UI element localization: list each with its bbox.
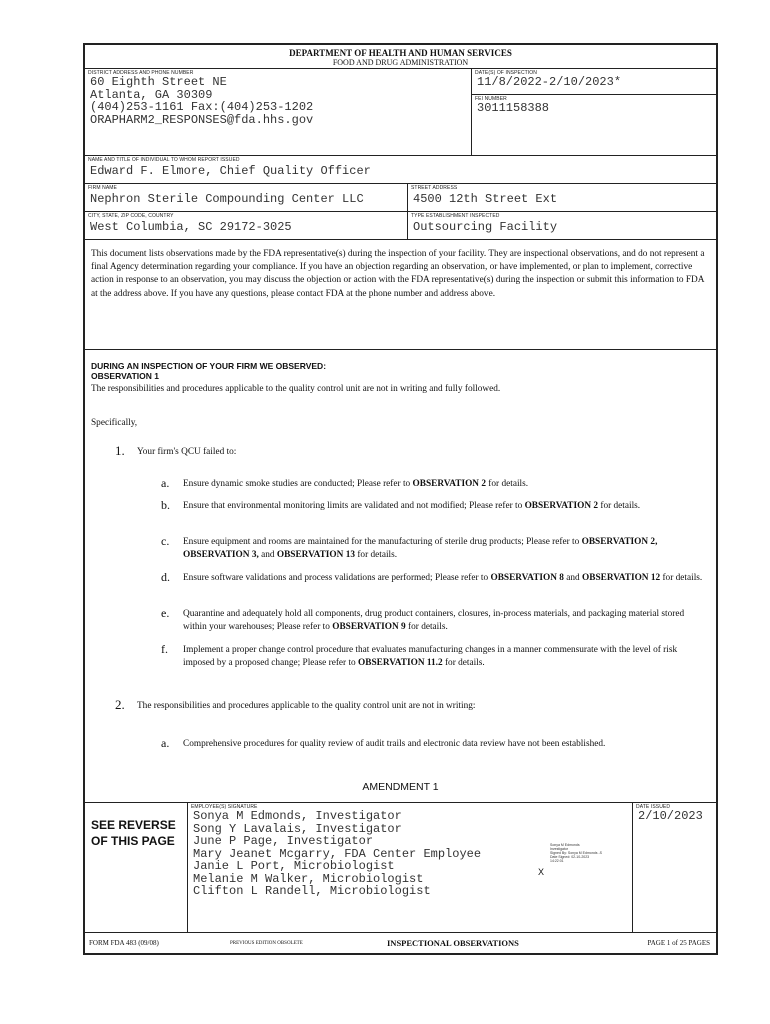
see-reverse-line-2: OF THIS PAGE xyxy=(91,834,175,848)
fda-483-form xyxy=(83,43,718,955)
date-issued-label: DATE ISSUED xyxy=(636,804,671,810)
district-row xyxy=(85,69,716,156)
amendment-label: AMENDMENT 1 xyxy=(362,781,439,793)
district-line-4: ORAPHARM2_RESPONSES@fda.hhs.gov xyxy=(90,112,314,127)
fei-value: 3011158388 xyxy=(477,101,550,115)
date-issued-cell xyxy=(633,803,716,933)
employee-4: Mary Jeanet Mcgarry, FDA Center Employee xyxy=(193,846,482,861)
sub-a-text: Ensure dynamic smoke studies are conducted; Please refer to OBSERVATION 2 for details. xyxy=(183,479,529,489)
form-header xyxy=(85,45,716,69)
firm-row xyxy=(85,184,716,212)
employee-2: Song Y Lavalais, Investigator xyxy=(193,821,402,836)
sub-b-letter: b. xyxy=(161,498,170,512)
department-title: DEPARTMENT OF HEALTH AND HUMAN SERVICES xyxy=(289,48,512,58)
electronic-signature-block: Sonya M Edmonds Investigator Signed By: Sonya M Edmonds -S Date Signed: 02-10-2023 14:22:01 xyxy=(550,843,602,863)
see-reverse-cell xyxy=(85,803,188,933)
sub-c-text: Ensure equipment and rooms are maintained for the manufacturing of sterile drug products; Please refer to OBSERVATION 2, OBSERVATION 3, and OBSERVATION 13 for details. xyxy=(183,537,658,560)
form-number: FORM FDA 483 (09/08) xyxy=(89,939,159,947)
date-issued-value: 2/10/2023 xyxy=(638,809,703,823)
observations-body xyxy=(85,350,716,802)
employee-3: June P Page, Investigator xyxy=(193,834,374,848)
district-label: DISTRICT ADDRESS AND PHONE NUMBER xyxy=(88,70,194,76)
form-footer xyxy=(85,932,716,953)
sub-c-letter: c. xyxy=(161,534,170,548)
observations-heading: DURING AN INSPECTION OF YOUR FIRM WE OBSERVED: xyxy=(91,361,327,371)
district-cell xyxy=(85,69,472,155)
dates-label: DATE(S) OF INSPECTION xyxy=(475,70,538,76)
city-row xyxy=(85,212,716,240)
signature-x-mark: X xyxy=(538,867,545,877)
agency-title: FOOD AND DRUG ADMINISTRATION xyxy=(332,58,469,67)
see-reverse-line-1: SEE REVERSE xyxy=(91,818,176,832)
notice-text: This document lists observations made by the FDA representative(s) during the inspection of your facility. They are inspectional observations, and do not represent a final Agency determination regarding your compliance. If you have an objection regarding an observation, or have implemented, or plan to implement, corrective action in response to an observation, you may discuss the objection or action with the FDA representative(s) during the inspection or submit this information to FDA at the address above. If you have any questions, please contact FDA at the phone number and address above. xyxy=(91,249,705,299)
sub-d-text: Ensure software validations and process validations are performed; Please refer to OBSERVATION 8 and OBSERVATION 12 for details. xyxy=(183,573,703,583)
item-1-number: 1. xyxy=(115,443,125,458)
district-line-1: 60 Eighth Street NE xyxy=(90,75,227,89)
establishment-value: Outsourcing Facility xyxy=(413,220,558,234)
item-1-text: Your firm's QCU failed to: xyxy=(137,447,237,457)
city-value: West Columbia, SC 29172-3025 xyxy=(90,220,292,234)
recipient-label: NAME AND TITLE OF INDIVIDUAL TO WHOM REPORT ISSUED xyxy=(88,157,240,163)
street-label: STREET ADDRESS xyxy=(411,185,458,191)
fei-label: FEI NUMBER xyxy=(475,96,507,102)
firm-label: FIRM NAME xyxy=(88,185,117,191)
street-value: 4500 12th Street Ext xyxy=(413,192,558,206)
district-line-3: (404)253-1161 Fax:(404)253-1202 xyxy=(90,100,314,114)
district-line-2: Atlanta, GA 30309 xyxy=(90,87,213,102)
dates-fei-cell xyxy=(472,69,716,155)
specifically-text: Specifically, xyxy=(91,418,138,428)
observation-text: The responsibilities and procedures applicable to the quality control unit are not in writing and fully followed. xyxy=(91,384,501,394)
notice-row xyxy=(85,240,716,350)
page-number: PAGE 1 of 25 PAGES xyxy=(647,939,710,947)
establishment-label: TYPE ESTABLISHMENT INSPECTED xyxy=(411,213,500,219)
sub-e-text: Quarantine and adequately hold all components, drug product containers, closures, in-process materials, and packaging material stored within your warehouses; Please refer to OBSERVATION 9 for details. xyxy=(183,609,685,632)
employees-cell xyxy=(188,803,633,933)
sub-b-text: Ensure that environmental monitoring limits are validated and not modified; Please refer to OBSERVATION 2 for details. xyxy=(183,501,641,511)
employees-label: EMPLOYEE(S) SIGNATURE xyxy=(191,804,258,810)
item-2a-letter: a. xyxy=(161,736,170,750)
item-2a-text: Comprehensive procedures for quality review of audit trails and electronic data review have not been established. xyxy=(183,739,606,749)
sub-d-letter: d. xyxy=(161,570,170,584)
footer-title: INSPECTIONAL OBSERVATIONS xyxy=(387,938,519,948)
dates-value: 11/8/2022-2/10/2023* xyxy=(477,75,622,89)
employee-6: Melanie M Walker, Microbiologist xyxy=(193,871,424,886)
item-2-text: The responsibilities and procedures applicable to the quality control unit are not in writing: xyxy=(137,701,476,711)
employee-1: Sonya M Edmonds, Investigator xyxy=(193,809,402,823)
city-label: CITY, STATE, ZIP CODE, COUNTRY xyxy=(88,213,174,219)
sub-e-letter: e. xyxy=(161,606,170,620)
recipient-row xyxy=(85,156,716,184)
previous-edition: PREVIOUS EDITION OBSOLETE xyxy=(230,941,303,946)
sub-a-letter: a. xyxy=(161,476,170,490)
observation-title: OBSERVATION 1 xyxy=(91,371,160,381)
recipient-value: Edward F. Elmore, Chief Quality Officer xyxy=(90,164,371,178)
employee-5: Janie L Port, Microbiologist xyxy=(193,859,395,873)
signature-row xyxy=(85,802,716,933)
sub-f-text: Implement a proper change control procedure that evaluates manufacturing changes in a manner commensurate with the level of risk imposed by a proposed change; Please refer to OBSERVATION 11.2 for details. xyxy=(183,645,678,668)
firm-value: Nephron Sterile Compounding Center LLC xyxy=(90,192,364,206)
item-2-number: 2. xyxy=(115,697,125,712)
employee-7: Clifton L Randell, Microbiologist xyxy=(193,884,431,898)
sub-f-letter: f. xyxy=(161,642,168,656)
